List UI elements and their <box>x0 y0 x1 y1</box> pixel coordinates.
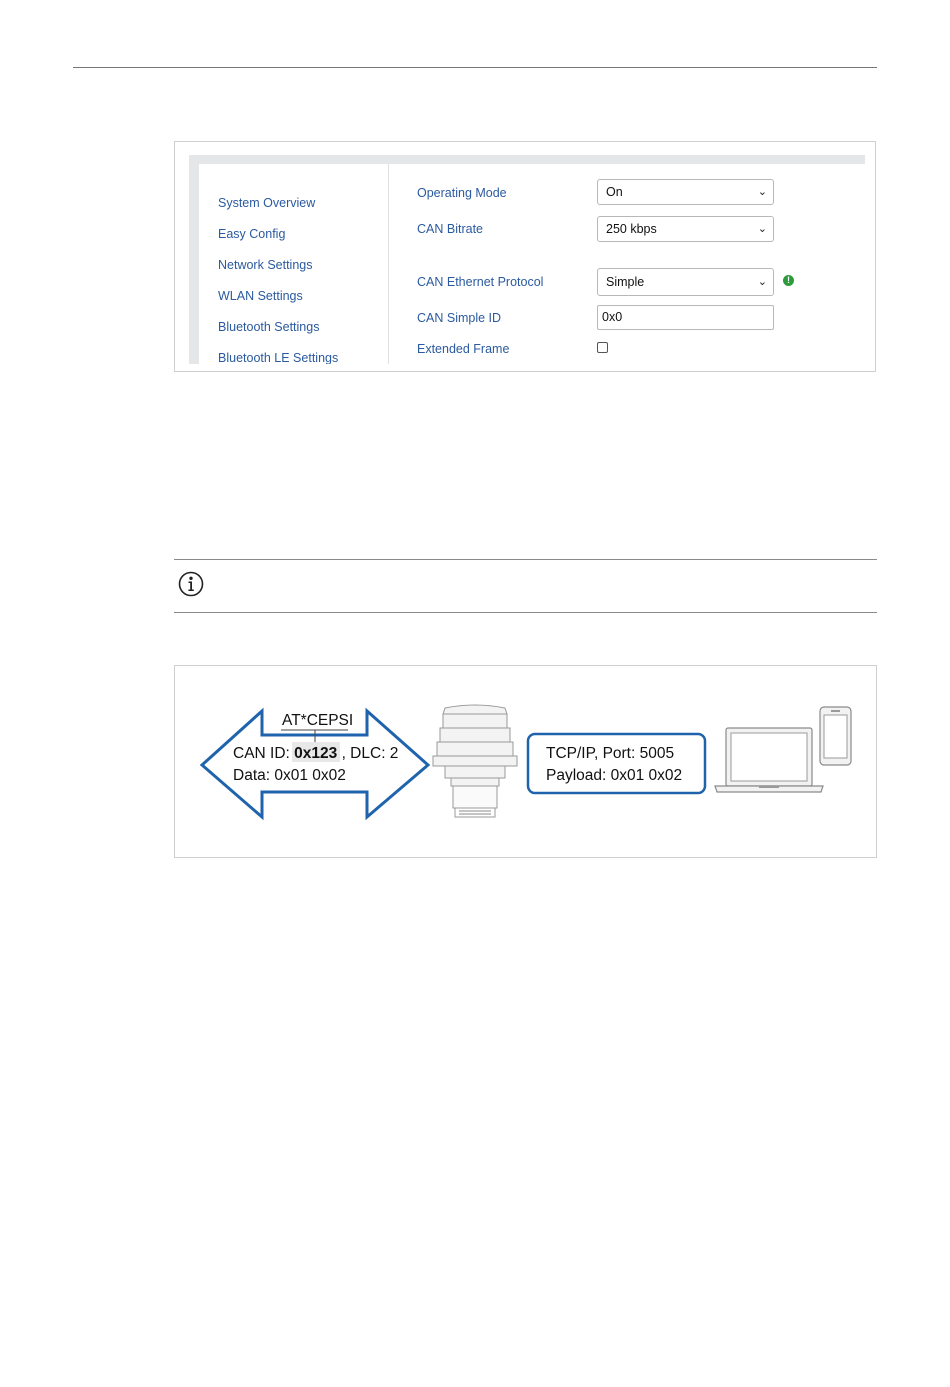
top-bar <box>189 155 865 164</box>
header-rule <box>73 67 877 68</box>
can-ethernet-protocol-label: CAN Ethernet Protocol <box>417 275 544 289</box>
tcp-ip-port-line: TCP/IP, Port: 5005 <box>546 745 675 762</box>
chevron-down-icon: ⌄ <box>757 186 767 198</box>
can-id-prefix: CAN ID: <box>233 745 295 762</box>
sidebar-item-bluetooth-settings[interactable]: Bluetooth Settings <box>218 320 320 334</box>
can-to-tcp-diagram <box>174 665 877 858</box>
can-simple-id-label: CAN Simple ID <box>417 311 502 325</box>
sidebar-nav <box>189 164 389 364</box>
info-icon <box>178 571 204 597</box>
operating-mode-select[interactable] <box>597 179 774 205</box>
can-id-value: 0x123 <box>294 745 338 762</box>
sidebar-item-system-overview[interactable]: System Overview <box>218 196 316 210</box>
can-bitrate-value: 250 kbps <box>606 222 657 236</box>
laptop-icon <box>715 728 823 792</box>
gateway-device-icon <box>433 705 517 817</box>
can-bitrate-label: CAN Bitrate <box>417 222 483 236</box>
web-config-screenshot <box>174 141 876 372</box>
can-data-line: Data: 0x01 0x02 <box>233 767 346 784</box>
status-ok-icon: ! <box>783 275 794 286</box>
at-command-label: AT*CEPSI <box>282 712 354 729</box>
phone-icon <box>820 707 851 765</box>
web-config-panel <box>189 155 865 364</box>
sidebar-item-network-settings[interactable]: Network Settings <box>218 258 313 272</box>
can-id-line <box>233 745 398 762</box>
can-bitrate-select[interactable] <box>597 216 774 242</box>
operating-mode-label: Operating Mode <box>417 186 507 200</box>
note-bottom-rule <box>174 612 877 613</box>
tcp-payload-line: Payload: 0x01 0x02 <box>546 767 683 784</box>
can-simple-id-input[interactable]: 0x0 <box>597 305 774 330</box>
sidebar-item-wlan-settings[interactable]: WLAN Settings <box>218 289 303 303</box>
sidebar-item-bluetooth-le-settings[interactable]: Bluetooth LE Settings <box>218 351 339 364</box>
can-ethernet-protocol-value: Simple <box>606 275 645 289</box>
sidebar-item-easy-config[interactable]: Easy Config <box>218 227 286 241</box>
operating-mode-value: On <box>606 185 623 199</box>
can-ethernet-protocol-select[interactable] <box>597 268 774 296</box>
note-top-rule <box>174 559 877 560</box>
chevron-down-icon: ⌄ <box>757 223 767 235</box>
diagram-canvas <box>175 666 878 859</box>
extended-frame-checkbox[interactable] <box>597 342 608 353</box>
can-id-suffix: , DLC: 2 <box>337 745 399 762</box>
tcp-ip-box <box>528 734 705 793</box>
chevron-down-icon: ⌄ <box>757 276 767 288</box>
extended-frame-label: Extended Frame <box>417 342 510 356</box>
